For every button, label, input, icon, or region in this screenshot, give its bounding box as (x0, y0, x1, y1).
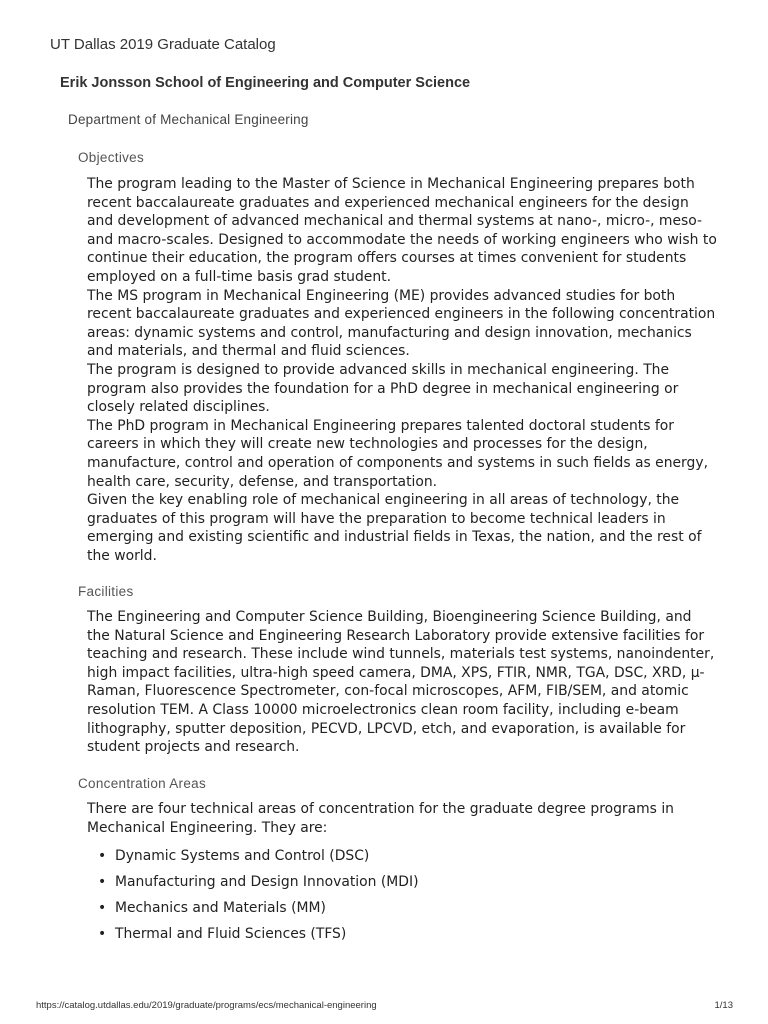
objectives-paragraph: The PhD program in Mechanical Engineering prepares talented doctoral students for careers in which they will create new technologies and processes for the design, manufacture, control and operation of components and systems in such fields as energy, health care, security, defense, and transportation. (87, 417, 708, 490)
facilities-body (87, 608, 717, 757)
objectives-paragraph: The MS program in Mechanical Engineering (ME) provides advanced studies for both recent baccalaureate graduates and experienced engineers in the following concentration areas: dynamic systems and control, manufacturing and design innovation, mechanics and materials, and thermal and fluid sciences. (87, 287, 716, 360)
school-title: Erik Jonsson School of Engineering and Computer Science (60, 75, 471, 91)
concentration-list (98, 847, 419, 951)
list-item-text: Dynamic Systems and Control (DSC) (115, 848, 370, 864)
footer-url[interactable]: https://catalog.utdallas.edu/2019/graduate/programs/ecs/mechanical-engineering (36, 1000, 377, 1011)
list-item-text: Thermal and Fluid Sciences (TFS) (115, 926, 347, 942)
objectives-paragraph: The program is designed to provide advanced skills in mechanical engineering. The program also provides the foundation for a PhD degree in mechanical engineering or closely related disciplines. (87, 361, 679, 416)
facilities-paragraph: The Engineering and Computer Science Building, Bioengineering Science Building, and the Natural Science and Engineering Research Laboratory provide extensive facilities for teaching and research. These include wind tunnels, materials test systems, nanoindenter, high impact facilities, ultra-high speed camera, DMA, XPS, FTIR, NMR, TGA, DSC, XRD, μ-Raman, Fluorescence Spectrometer, con-focal microscopes, AFM, FIB/SEM, and atomic resolution TEM. A Class 10000 microelectronics clean room facility, including e-beam lithography, sputter deposition, PECVD, LPCVD, etch, and evaporation, is available for student projects and research. (87, 609, 715, 756)
list-item-text: Mechanics and Materials (MM) (115, 900, 326, 916)
catalog-title: UT Dallas 2019 Graduate Catalog (50, 36, 276, 53)
list-item (98, 899, 419, 925)
bullet-icon: • (98, 874, 107, 890)
objectives-paragraph: Given the key enabling role of mechanical engineering in all areas of technology, the graduates of this program will have the preparation to become technical leaders in emerging and existing scientific and industrial fields in Texas, the nation, and the rest of the world. (87, 492, 702, 564)
list-item (98, 873, 419, 899)
concentration-intro: There are four technical areas of concentration for the graduate degree programs in Mechanical Engineering. They are: (87, 801, 674, 836)
concentration-heading: Concentration Areas (78, 776, 207, 791)
objectives-paragraph: The program leading to the Master of Science in Mechanical Engineering prepares both recent baccalaureate graduates and experienced mechanical engineers for the design and development of advanced mechanical and thermal systems at nano-, micro-, meso- and macro-scales. Designed to accommodate the needs of working engineers who wish to continue their education, the program offers courses at times convenient for students employed on a full-time basis grad student. (87, 176, 717, 285)
facilities-heading: Facilities (78, 584, 134, 599)
list-item-text: Manufacturing and Design Innovation (MDI) (115, 874, 419, 890)
bullet-icon: • (98, 848, 107, 864)
list-item (98, 847, 419, 873)
page-number: 1/13 (714, 1000, 733, 1011)
objectives-heading: Objectives (78, 150, 145, 165)
objectives-body (87, 175, 717, 565)
bullet-icon: • (98, 926, 107, 942)
bullet-icon: • (98, 900, 107, 916)
concentration-body (87, 800, 717, 837)
list-item (98, 925, 419, 951)
department-title: Department of Mechanical Engineering (68, 112, 309, 127)
